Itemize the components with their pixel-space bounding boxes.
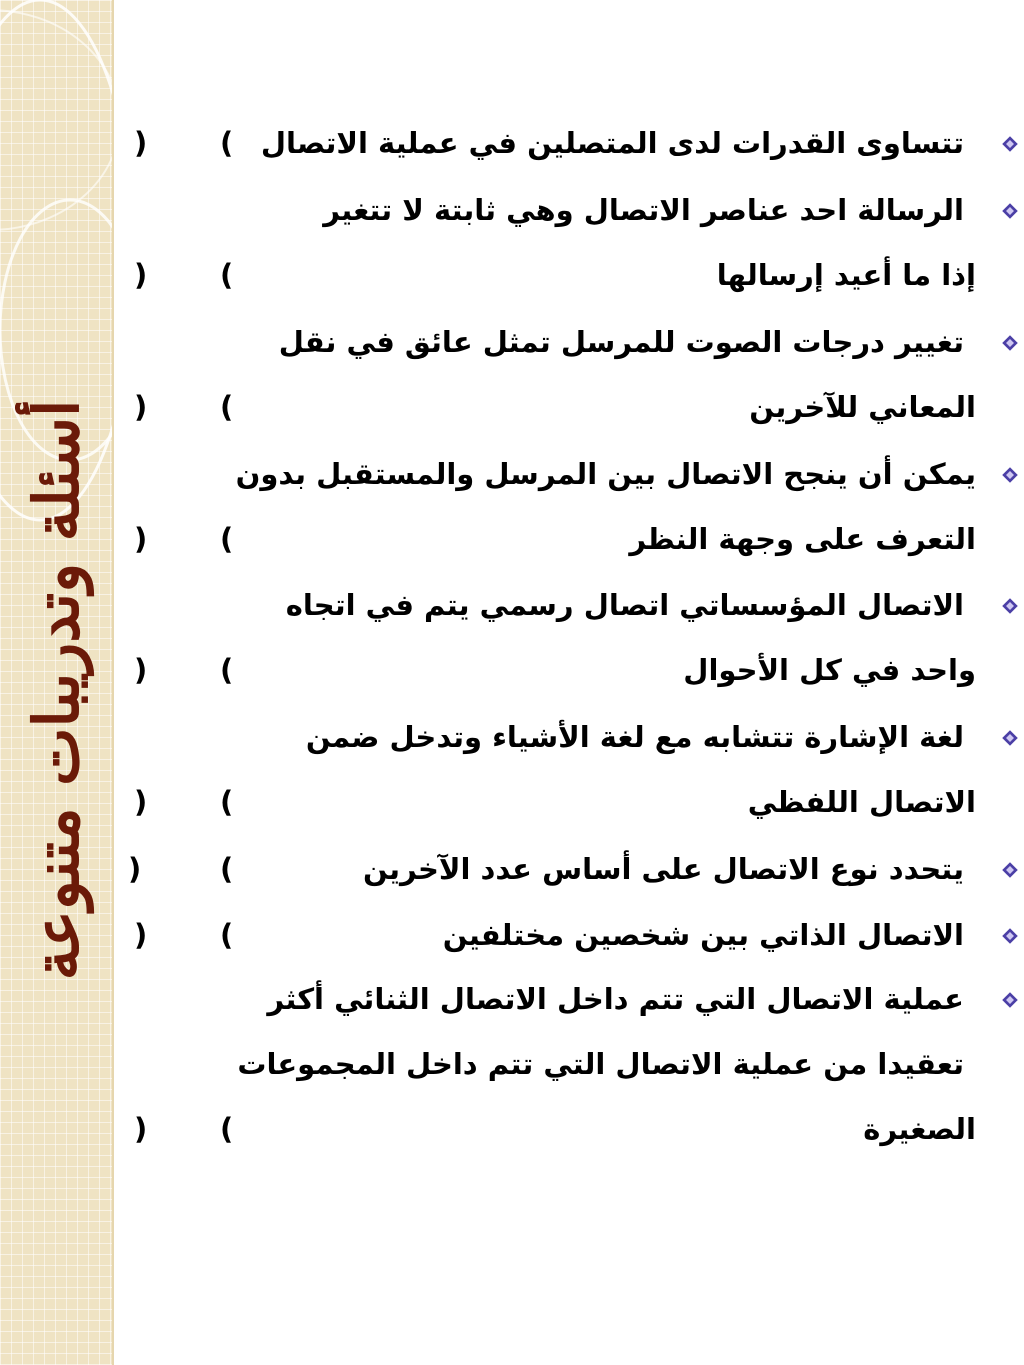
question-text: لغة الإشارة تتشابه مع لغة الأشياء وتدخل ضمن [305, 720, 964, 754]
question-text: تتساوى القدرات لدى المتصلين في عملية الاتصال [260, 126, 964, 160]
diamond-bullet-icon [1002, 136, 1018, 152]
answer-close-paren: ) [134, 390, 148, 424]
answer-close-paren: ) [134, 918, 148, 952]
question-text: واحد في كل الأحوال [683, 653, 976, 687]
diamond-bullet-icon [1002, 467, 1018, 483]
answer-open-paren: ( [220, 918, 234, 952]
question-3-line-1 [120, 317, 1024, 367]
answer-close-paren: ) [134, 522, 148, 556]
question-9-line-3 [120, 1104, 1024, 1154]
question-text: الرسالة احد عناصر الاتصال وهي ثابتة لا تتغير [323, 193, 964, 227]
question-text: الاتصال اللفظي [747, 785, 976, 819]
question-3-line-2 [120, 382, 1024, 432]
answer-close-paren: ) [134, 1112, 148, 1146]
answer-open-paren: ( [220, 522, 234, 556]
diamond-bullet-icon [1002, 928, 1018, 944]
answer-open-paren: ( [220, 1112, 234, 1146]
question-text: تغيير درجات الصوت للمرسل تمثل عائق في نقل [278, 325, 964, 359]
answer-close-paren: ) [134, 258, 148, 292]
question-text: تعقيدا من عملية الاتصال التي تتم داخل المجموعات [237, 1047, 964, 1081]
answer-open-paren: ( [220, 390, 234, 424]
question-text: عملية الاتصال التي تتم داخل الاتصال الثنائي أكثر [267, 982, 964, 1016]
answer-close-paren: ) [134, 126, 148, 160]
answer-open-paren: ( [220, 126, 234, 160]
question-text: الاتصال المؤسساتي اتصال رسمي يتم في اتجاه [285, 588, 964, 622]
question-7-line-1 [120, 844, 1024, 894]
question-2-line-1 [120, 185, 1024, 235]
diamond-bullet-icon [1002, 203, 1018, 219]
diamond-bullet-icon [1002, 730, 1018, 746]
diamond-bullet-icon [1002, 862, 1018, 878]
question-6-line-1 [120, 712, 1024, 762]
question-2-line-2 [120, 250, 1024, 300]
question-text: المعاني للآخرين [749, 390, 976, 424]
answer-close-paren: ) [134, 785, 148, 819]
diamond-bullet-icon [1002, 335, 1018, 351]
question-9-line-2 [120, 1039, 1024, 1089]
answer-close-paren: ) [134, 653, 148, 687]
question-8-line-1 [120, 910, 1024, 960]
question-5-line-1 [120, 580, 1024, 630]
question-text: إذا ما أعيد إرسالها [716, 258, 976, 292]
question-text: يمكن أن ينجح الاتصال بين المرسل والمستقبل بدون [235, 457, 976, 491]
question-text: الاتصال الذاتي بين شخصين مختلفين [442, 918, 964, 952]
question-9-line-1 [120, 974, 1024, 1024]
vertical-section-title: أسئلة وتدريبات متنوعة [20, 399, 93, 981]
diamond-bullet-icon [1002, 992, 1018, 1008]
questions-list [120, 0, 1024, 1365]
question-5-line-2 [120, 645, 1024, 695]
question-text: يتحدد نوع الاتصال على أساس عدد الآخرين [362, 852, 964, 886]
answer-open-paren: ( [220, 852, 234, 886]
diamond-bullet-icon [1002, 598, 1018, 614]
answer-open-paren: ( [220, 258, 234, 292]
question-text: التعرف على وجهة النظر [629, 522, 976, 556]
question-4-line-1 [120, 449, 1024, 499]
answer-close-paren: ) [128, 852, 142, 886]
question-text: الصغيرة [863, 1112, 976, 1146]
question-6-line-2 [120, 777, 1024, 827]
decorative-side-band [0, 0, 114, 1365]
question-4-line-2 [120, 514, 1024, 564]
answer-open-paren: ( [220, 785, 234, 819]
question-1-line-1 [120, 118, 1024, 168]
answer-open-paren: ( [220, 653, 234, 687]
